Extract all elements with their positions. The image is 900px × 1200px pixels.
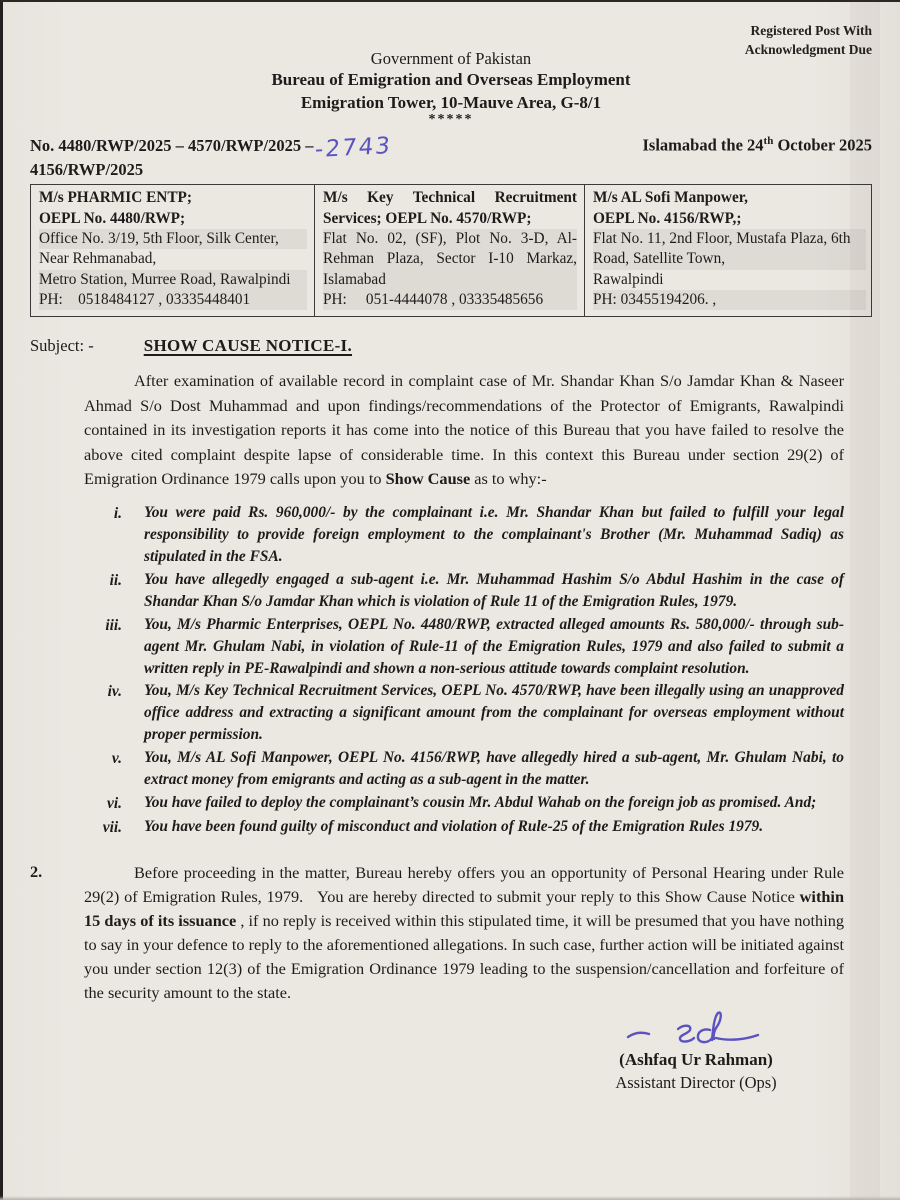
party3-oepl: OEPL No. 4156/RWP,; <box>593 209 742 227</box>
party3-name: M/s AL Sofi Manpower, <box>593 189 748 207</box>
government-line: Government of Pakistan <box>370 49 532 68</box>
closing-paragraph <box>84 861 844 1006</box>
allegation-text: You, M/s AL Sofi Manpower, OEPL No. 4156/RWP, have allegedly hired a sub-agent, Mr. Ghulam Nabi, to extract money from emigrants and acting as a sub-agent in the matter. <box>144 749 844 788</box>
signatory-title: Assistant Director (Ops) <box>615 1073 777 1093</box>
party1-oepl: OEPL No. 4480/RWP; <box>39 209 186 227</box>
postal-note-line1: Registered Post With <box>750 23 872 38</box>
allegation-numeral: vii. <box>102 818 122 836</box>
paragraph-2-number: 2. <box>30 861 43 881</box>
para2-deadline-bold: within 15 days of its issuance <box>84 886 844 930</box>
stars-separator: ***** <box>428 111 474 127</box>
reference-number-line2: 4156/RWP/2025 <box>30 160 144 180</box>
signatory-name: (Ashfaq Ur Rahman) <box>619 1050 773 1070</box>
date-suffix: October 2025 <box>773 135 872 155</box>
allegation-numeral: v. <box>111 750 122 768</box>
allegation-numeral: i. <box>113 505 122 523</box>
party2-phone: PH: 051-4444078 , 03335485656 <box>323 290 577 310</box>
reference-number-typed: No. 4480/RWP/2025 – 4570/RWP/2025 – <box>30 136 314 156</box>
allegation-text: You, M/s Key Technical Recruitment Services, OEPL No. 4570/RWP, have been illegally using an unapproved office address and extracting a significant amount from the complainant for overseas employment without proper permission. <box>144 682 844 744</box>
postal-note <box>745 22 872 60</box>
allegation-text: You, M/s Pharmic Enterprises, OEPL No. 4480/RWP, extracted alleged amounts Rs. 580,000/- through sub-agent Mr. Ghulam Nabi, in violation of Rule-11 of the Emigration Rules, 1979 and also failed to submit a written reply in PE-Rawalpindi and shown a non-serious attitude towards complaint resolution. <box>144 615 844 677</box>
para1-show-cause-bold: Show Cause <box>385 469 471 489</box>
para1-text-end: as to why:- <box>470 469 547 489</box>
allegation-text: You have allegedly engaged a sub-agent i.e. Mr. Muhammad Hashim S/o Abdul Hashim in the case of Shandar Khan S/o Jamdar Khan which is violation of Rule 11 of the Emigration Rules, 1979. <box>144 571 844 610</box>
allegation-text: You were paid Rs. 960,000/- by the complainant i.e. Mr. Shandar Khan but failed to fulfill your legal responsibility to provide foreign employment to the complainant's Brother (Mr. Muhammad Sadiq) as stipulated in the FSA. <box>144 504 844 566</box>
closing-paragraph-wrap <box>30 861 872 1006</box>
party1-name: M/s PHARMIC ENTP; <box>39 189 192 207</box>
handwritten-ref-number: -2743 <box>314 133 394 164</box>
document-content <box>30 0 872 1094</box>
allegation-item <box>30 569 872 613</box>
party3-address-line2: Rawalpindi <box>593 270 664 288</box>
postal-note-line2: Acknowledgment Due <box>744 41 872 57</box>
scan-edge-left <box>0 0 3 1200</box>
signature-sd-handwriting <box>616 1007 776 1053</box>
party3-phone: PH: 03455194206. , <box>593 290 866 310</box>
party3-address-line1: Flat No. 11, 2nd Floor, Mustafa Plaza, 6th Road, Satellite Town, <box>593 229 866 270</box>
parties-table <box>30 184 872 317</box>
bureau-line: Bureau of Emigration and Overseas Employment <box>271 70 631 90</box>
subject-label: Subject: - <box>30 336 94 356</box>
party1-address-line3: Metro Station, Murree Road, Rawalpindi <box>39 270 307 290</box>
party1-phone: PH: 0518484127 , 03335448401 <box>39 290 307 310</box>
allegation-text: You have been found guilty of misconduct and violation of Rule-25 of the Emigration Rules 1979. <box>144 817 764 835</box>
party-cell-al-sofi <box>584 185 873 316</box>
party2-address: Flat No. 02, (SF), Plot No. 3-D, Al-Rehman Plaza, Sector I-10 Markaz, Islamabad <box>323 229 577 290</box>
allegation-numeral: iv. <box>107 683 122 701</box>
subject-row <box>30 336 872 356</box>
signature-block <box>556 1007 836 1094</box>
allegation-text: You have failed to deploy the complainant’s cousin Mr. Abdul Wahab on the foreign job as promised. And; <box>144 793 817 811</box>
allegation-item <box>30 747 872 791</box>
allegation-item <box>30 792 872 815</box>
party-cell-key-technical <box>314 185 584 316</box>
allegation-item <box>30 816 872 839</box>
allegation-numeral: vi. <box>107 794 122 812</box>
bureau-address-line: Emigration Tower, 10-Mauve Area, G-8/1 <box>300 92 602 112</box>
place-and-date <box>643 135 873 156</box>
para2-text: Before proceeding in the matter, Bureau hereby offers you an opportunity of Personal Hearing under Rule 29(2) of Emigration Rules, 1979. You are hereby directed to submit your reply to this Show Cause Notice <box>84 862 844 906</box>
party1-address-line1: Office No. 3/19, 5th Floor, Silk Center, <box>39 229 307 249</box>
scan-edge-bottom <box>0 1196 900 1200</box>
para2-text-end: , if no reply is received within this stipulated time, it will be presumed that you have nothing to say in your defence to reply to the aforementioned allegations. In such case, further action will be initiated against you under section 12(3) of the Emigration Ordinance 1979 leading to the suspension/cancellation and forfeiture of the security amount to the state. <box>84 910 844 1003</box>
para1-text: After examination of available record in complaint case of Mr. Shandar Khan S/o Jamdar Khan & Naseer Ahmad S/o Dost Muhammad and upon findings/recommendations of the Protector of Emigrants, Rawalpindi contained in its investigation reports it has come into the notice of this Bureau that you have failed to resolve the above cited complaint despite lapse of considerable time. In this context this Bureau under section 29(2) of Emigration Ordinance 1979 calls upon you to <box>84 371 844 489</box>
allegations-list <box>30 502 872 838</box>
party-cell-pharmic <box>31 185 314 316</box>
allegation-numeral: ii. <box>109 572 122 590</box>
allegation-numeral: iii. <box>105 616 122 634</box>
subject-title: SHOW CAUSE NOTICE-I. <box>143 336 353 356</box>
party2-name: M/s Key Technical Recruitment Services; OEPL No. 4570/RWP; <box>323 189 577 227</box>
date-prefix: Islamabad the 24 <box>642 135 764 155</box>
reference-number <box>30 133 394 164</box>
allegation-item <box>30 680 872 746</box>
date-superscript: th <box>763 135 774 148</box>
allegation-item <box>30 614 872 680</box>
opening-paragraph <box>84 369 844 491</box>
allegation-item <box>30 502 872 568</box>
party1-address-line2: Near Rehmanabad, <box>39 250 157 268</box>
reference-row <box>30 133 872 164</box>
